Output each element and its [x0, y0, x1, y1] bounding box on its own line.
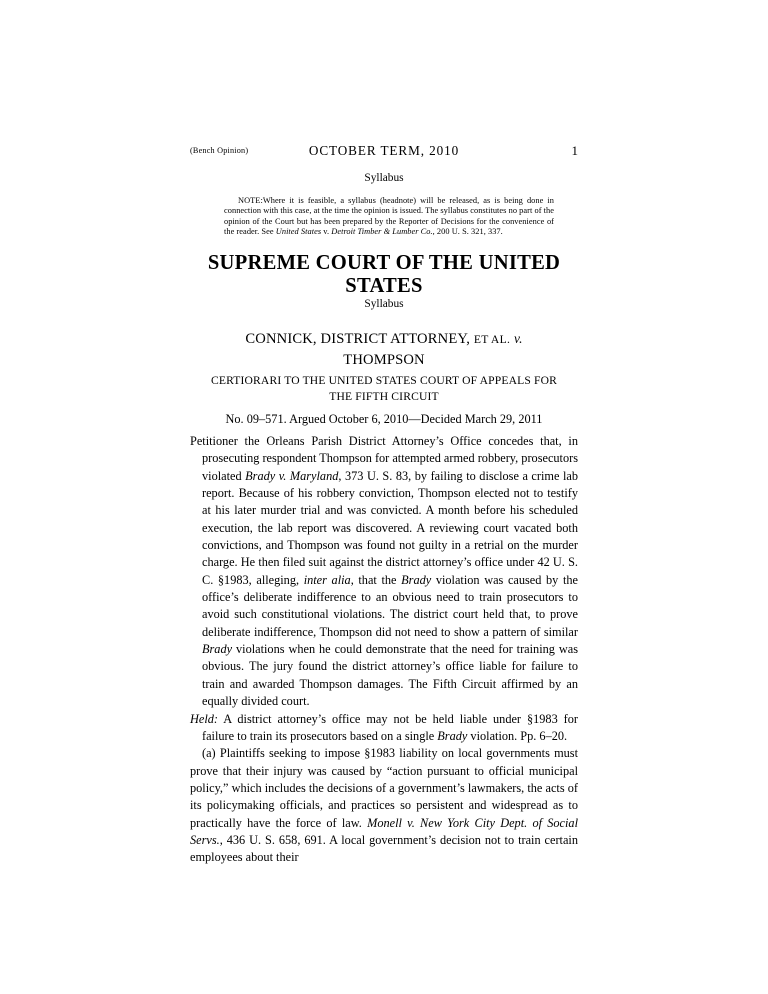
syllabus-heading-top: Syllabus [364, 172, 404, 184]
held-brady: Brady [437, 728, 468, 743]
note-body: Where it is feasible, a syllabus (headnote) will be released, as is being done in connection with this case, at the time the opinion is issued. The syllabus constitutes no part of the opinion of the Court but has been prepared by the Reporter of Decisions for the convenience of the reader. See [224, 196, 555, 237]
docket-line: No. 09–571. Argued October 6, 2010—Decided March 29, 2011 [225, 412, 543, 426]
facts-cite-maryland: Maryland [289, 468, 339, 483]
note-citation-case-2: Detroit Timber & Lumber Co. [331, 227, 433, 237]
certiorari-line [190, 373, 578, 405]
note-citation-versus: v. [321, 227, 332, 237]
note-lead: NOTE: [238, 196, 263, 205]
certiorari-line-2: THE FIFTH CIRCUIT [329, 390, 439, 404]
held-segment-1: A district attorney’s office may not be held liable under §1983 for failure to train its prosecutors based on a single [202, 711, 578, 743]
para-a-segment-1: (a) Plaintiffs seeking to impose §1983 liability on local governments must prove that their injury was caused by “action pursuant to official municipal policy,” which includes the decisions of a government’s lawmakers, the acts of its policymaking officials, and practices so persistent and widespread as to practically have the force of law. [190, 746, 578, 830]
facts-brady-2: Brady [401, 572, 432, 587]
facts-cite-brady: Brady [245, 468, 276, 483]
caption-versus: v. [514, 331, 523, 346]
held-label: Held: [190, 711, 218, 726]
facts-inter-alia: inter alia [303, 572, 351, 587]
paragraph-facts [190, 433, 578, 711]
facts-brady-3: Brady [202, 642, 233, 657]
facts-cite-versus: v. [275, 468, 290, 483]
paragraph-a [190, 745, 578, 866]
para-a-cite-versus: v. [401, 815, 421, 830]
note-citation-tail: , 200 U. S. 321, 337. [432, 227, 503, 237]
facts-segment-4: violation was caused by the office’s deliberate indifference to an obvious need to train prosecutors to avoid such constitutional violations. The district court held that, to prove deliberate indifference, Thompson did not need to show a pattern of similar [202, 572, 578, 639]
caption-et-al: ET AL. [473, 333, 511, 346]
october-term-label: OCTOBER TERM, 2010 [308, 143, 460, 158]
reporter-note [224, 196, 554, 238]
case-caption [190, 328, 578, 371]
para-a-cite-social-servs: New York City Dept. of Social Servs. [190, 815, 578, 847]
bench-opinion-label: (Bench Opinion) [190, 146, 249, 155]
facts-segment-3: , that the [350, 572, 402, 587]
caption-respondent: THOMPSON [343, 352, 425, 368]
syllabus-heading-second: Syllabus [364, 298, 404, 310]
court-title: SUPREME COURT OF THE UNITED STATES [207, 252, 561, 297]
facts-segment-1: Petitioner the Orleans Parish District Attorney’s Office concedes that, in prosecuting respondent Thompson for attempted armed robbery, prosecutors violated [190, 434, 578, 483]
running-head [190, 143, 578, 159]
facts-segment-5: violations when he could demonstrate that the need for training was obvious. The jury found the district attorney’s office liable for failure to train and awarded Thompson damages. The Fifth Circuit affirmed by an equally divided court. [202, 642, 578, 709]
certiorari-line-1: CERTIORARI TO THE UNITED STATES COURT OF APPEALS FOR [210, 374, 558, 387]
facts-segment-2: , 373 U. S. 83, by failing to disclose a crime lab report. Because of his robbery conviction, Thompson elected not to testify at his later murder trial and was convicted. A month before his scheduled execution, the lab report was discovered. A reviewing court vacated both convictions, and Thompson was found not guilty in a retrial on the murder charge. He then filed suit against the district attorney’s office under 42 U. S. C. §1983, alleging, [202, 468, 578, 587]
syllabus-body [190, 433, 578, 867]
note-citation-case-1: United States [275, 227, 322, 237]
para-a-segment-2: , 436 U. S. 658, 691. A local government’s decision not to train certain employees about their [190, 832, 578, 865]
para-a-cite-monell: Monell [367, 815, 402, 830]
caption-petitioner: CONNICK, DISTRICT ATTORNEY, [245, 331, 470, 347]
page-number: 1 [571, 143, 578, 158]
paragraph-held [190, 711, 578, 746]
held-segment-2: violation. Pp. 6–20. [467, 728, 568, 743]
